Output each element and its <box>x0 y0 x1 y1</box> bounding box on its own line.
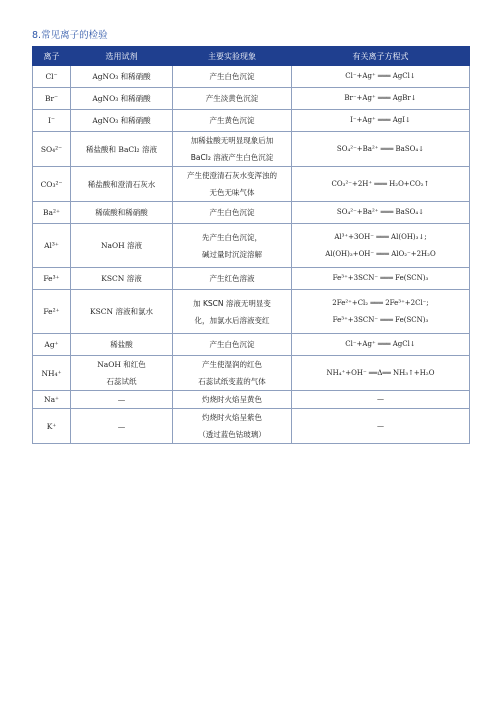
phenomenon-cell-line: 产生红色溶液 <box>209 274 255 283</box>
ion-cell: Ba²⁺ <box>33 202 71 224</box>
header-row <box>33 47 470 66</box>
equation-cell <box>292 268 470 290</box>
equation-cell <box>292 391 470 409</box>
equation-cell-line: Fe³⁺+3SCN⁻ ═══ Fe(SCN)₃ <box>332 315 429 324</box>
phenomenon-cell-line: 产生白色沉淀 <box>209 72 255 81</box>
reagent-cell-line: 稀盐酸和 BaCl₂ 溶液 <box>86 144 157 154</box>
equation-cell <box>292 409 470 444</box>
table-row <box>33 356 470 391</box>
equation-cell-line: CO₃²⁻+2H⁺ ═══ H₂O+CO₂↑ <box>331 179 430 188</box>
phenomenon-cell-line: 产生使湿润的红色 <box>202 360 262 369</box>
table-row <box>33 110 470 132</box>
equation-cell-line: Cl⁻+Ag⁺ ═══ AgCl↓ <box>345 340 416 348</box>
column-header-ion: 离子 <box>33 47 71 66</box>
reagent-cell <box>71 391 173 409</box>
equation-cell-line: SO₄²⁻+Ba²⁺ ═══ BaSO₄↓ <box>336 208 425 216</box>
phenomenon-cell-line: 产生白色沉淀 <box>209 340 255 349</box>
phenomenon-cell-line: 无色无味气体 <box>209 188 255 197</box>
ion-cell: Br⁻ <box>33 88 71 110</box>
equation-cell <box>292 88 470 110</box>
ion-cell: Al³⁺ <box>33 224 71 268</box>
phenomenon-cell-line: 碱过量时沉淀溶解 <box>202 249 262 259</box>
reagent-cell-line: KSCN 溶液 <box>101 274 142 283</box>
reagent-cell-line: AgNO₃ 和稀硝酸 <box>92 72 151 81</box>
equation-cell-line: Br⁻+Ag⁺ ═══ AgBr↓ <box>344 94 417 102</box>
phenomenon-cell-line: 化，加氯水后溶液变红 <box>194 315 270 325</box>
reagent-cell <box>71 268 173 290</box>
ion-cell: Fe³⁺ <box>33 268 71 290</box>
reagent-cell <box>71 66 173 88</box>
equation-cell <box>292 132 470 167</box>
phenomenon-cell-line: BaCl₂ 溶液产生白色沉淀 <box>190 153 274 162</box>
phenomenon-cell <box>173 391 292 409</box>
equation-cell <box>292 110 470 132</box>
phenomenon-cell <box>173 224 292 268</box>
ion-cell: Fe²⁺ <box>33 290 71 334</box>
phenomenon-cell <box>173 88 292 110</box>
reagent-cell-line: AgNO₃ 和稀硝酸 <box>92 94 151 103</box>
reagent-cell <box>71 356 173 391</box>
ion-test-table <box>32 46 470 444</box>
section-title: 8.常见离子的检验 <box>32 30 108 41</box>
table-row <box>33 224 470 268</box>
equation-cell-line: 2Fe²⁺+Cl₂ ═══ 2Fe³⁺+2Cl⁻; <box>332 298 429 307</box>
ion-cell: K⁺ <box>33 409 71 444</box>
equation-cell <box>292 290 470 334</box>
reagent-cell <box>71 409 173 444</box>
phenomenon-cell-line: 产生黄色沉淀 <box>209 116 255 125</box>
table-row <box>33 268 470 290</box>
column-header-phenomenon: 主要实验现象 <box>173 47 292 66</box>
phenomenon-cell-line: 产生淡黄色沉淀 <box>205 94 259 103</box>
reagent-cell <box>71 290 173 334</box>
ion-cell: CO₃²⁻ <box>33 167 71 202</box>
table-row <box>33 167 470 202</box>
equation-cell-line: NH₄⁺+OH⁻ ══Δ══ NH₃↑+H₂O <box>326 368 435 377</box>
equation-cell-line: SO₄²⁻+Ba²⁺ ═══ BaSO₄↓ <box>336 144 425 153</box>
column-header-reagent: 选用试剂 <box>71 47 173 66</box>
equation-cell <box>292 224 470 268</box>
table-header <box>33 47 470 66</box>
phenomenon-cell <box>173 167 292 202</box>
ion-cell: Na⁺ <box>33 391 71 409</box>
table-row <box>33 66 470 88</box>
phenomenon-cell <box>173 110 292 132</box>
equation-cell-line: Al(OH)₃+OH⁻ ═══ AlO₂⁻+2H₂O <box>325 249 436 258</box>
phenomenon-cell <box>173 66 292 88</box>
reagent-cell-line: — <box>117 421 126 431</box>
ion-cell: I⁻ <box>33 110 71 132</box>
reagent-cell <box>71 224 173 268</box>
table-row <box>33 88 470 110</box>
reagent-cell <box>71 334 173 356</box>
equation-cell-line: — <box>377 395 384 403</box>
phenomenon-cell <box>173 290 292 334</box>
ion-cell: NH₄⁺ <box>33 356 71 391</box>
phenomenon-cell-line: 产生白色沉淀 <box>209 208 255 217</box>
reagent-cell <box>71 202 173 224</box>
table-row <box>33 391 470 409</box>
equation-cell-line: Fe³⁺+3SCN⁻ ═══ Fe(SCN)₃ <box>332 274 429 282</box>
reagent-cell-line: 稀盐酸和澄清石灰水 <box>87 179 156 189</box>
equation-cell <box>292 66 470 88</box>
reagent-cell-line: KSCN 溶液和氯水 <box>90 307 153 316</box>
column-header-equation: 有关离子方程式 <box>292 47 470 66</box>
table-row <box>33 290 470 334</box>
phenomenon-cell-line: 灼烧时火焰呈黄色 <box>202 395 262 404</box>
equation-cell <box>292 202 470 224</box>
equation-cell <box>292 167 470 202</box>
reagent-cell <box>71 110 173 132</box>
phenomenon-cell <box>173 334 292 356</box>
equation-cell-line: — <box>377 421 384 430</box>
reagent-cell-line: — <box>117 395 126 404</box>
phenomenon-cell-line: 加 KSCN 溶液无明显变 <box>193 298 271 308</box>
phenomenon-cell-line: 石蕊试纸变蓝的气体 <box>198 377 266 386</box>
equation-cell-line: Cl⁻+Ag⁺ ═══ AgCl↓ <box>345 72 416 80</box>
equation-cell-line: I⁻+Ag⁺ ═══ AgI↓ <box>350 116 411 124</box>
table-body <box>33 66 470 444</box>
reagent-cell-line: 稀盐酸 <box>110 340 133 349</box>
ion-cell: Cl⁻ <box>33 66 71 88</box>
phenomenon-cell-line: 产生使澄清石灰水变浑浊的 <box>187 171 277 180</box>
reagent-cell-line: NaOH 溶液 <box>100 241 143 250</box>
phenomenon-cell <box>173 409 292 444</box>
equation-cell-line: Al³⁺+3OH⁻ ═══ Al(OH)₃↓; <box>334 232 427 241</box>
phenomenon-cell-line: 先产生白色沉淀， <box>202 232 262 242</box>
reagent-cell <box>71 167 173 202</box>
table-row <box>33 334 470 356</box>
reagent-cell-line: 石蕊试纸 <box>106 377 137 386</box>
equation-cell <box>292 334 470 356</box>
ion-cell: SO₄²⁻ <box>33 132 71 167</box>
reagent-cell <box>71 132 173 167</box>
equation-cell <box>292 356 470 391</box>
reagent-cell-line: AgNO₃ 和稀硝酸 <box>92 116 151 125</box>
table-row <box>33 132 470 167</box>
phenomenon-cell <box>173 268 292 290</box>
table-row <box>33 409 470 444</box>
reagent-cell-line: 稀硫酸和稀硝酸 <box>95 208 148 217</box>
phenomenon-cell <box>173 356 292 391</box>
phenomenon-cell <box>173 132 292 167</box>
phenomenon-cell-line: 灼烧时火焰呈紫色 <box>202 413 262 422</box>
ion-cell: Ag⁺ <box>33 334 71 356</box>
phenomenon-cell-line: 加稀盐酸无明显现象后加 <box>190 136 274 145</box>
reagent-cell-line: NaOH 和红色 <box>97 360 146 369</box>
table-row <box>33 202 470 224</box>
phenomenon-cell <box>173 202 292 224</box>
phenomenon-cell-line: （透过蓝色钴玻璃） <box>198 430 266 439</box>
reagent-cell <box>71 88 173 110</box>
